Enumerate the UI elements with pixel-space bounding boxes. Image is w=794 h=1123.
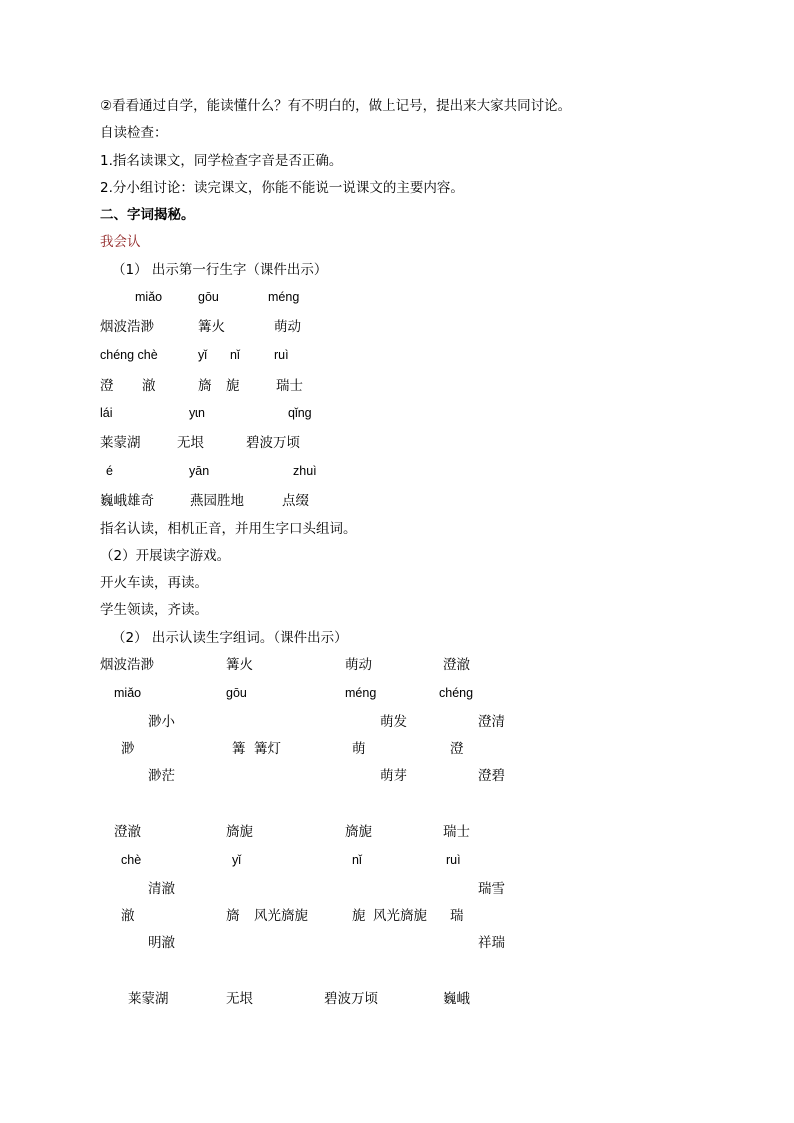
part1-heading: （1） 出示第一行生字（课件出示） — [112, 262, 328, 278]
word: 篝火 — [198, 319, 225, 335]
pinyin: ruì — [274, 348, 289, 362]
word: 澄 — [100, 378, 114, 394]
word: 烟波浩渺 — [100, 657, 154, 673]
pinyin: yɩn — [189, 406, 205, 420]
group-word: 萌发 — [380, 714, 407, 730]
pinyin: nǐ — [352, 853, 362, 867]
group-word: 澄碧 — [478, 768, 505, 784]
group-char: 旖 — [226, 908, 240, 924]
pinyin: yǐ — [198, 348, 208, 362]
group-word: 风光旖旎 — [373, 908, 427, 924]
intro-line-1: ②看看通过自学，能读懂什么？有不明白的，做上记号，提出来大家共同讨论。 — [100, 98, 572, 114]
section-subtitle: 我会认 — [100, 234, 141, 250]
intro-line-3: 1.指名读课文，同学检查字音是否正确。 — [100, 153, 343, 169]
word: 莱蒙湖 — [100, 435, 141, 451]
pinyin: méng — [268, 290, 300, 304]
group-char: 澈 — [121, 908, 135, 924]
word: 烟波浩渺 — [100, 319, 154, 335]
word: 旖旎 — [226, 824, 253, 840]
pinyin: lái — [100, 406, 113, 420]
pinyin: chéng — [439, 686, 474, 700]
word: 点缀 — [282, 493, 309, 509]
part3-heading: （2） 出示认读生字组词。（课件出示） — [112, 630, 348, 646]
word: 碧波万顷 — [324, 991, 378, 1007]
intro-line-4: 2.分小组讨论：读完课文，你能不能说一说课文的主要内容。 — [100, 180, 464, 196]
pinyin: ruì — [446, 853, 461, 867]
group-word: 渺小 — [148, 714, 175, 730]
pinyin: gōu — [198, 290, 219, 304]
group-word: 澄清 — [478, 714, 505, 730]
word: 瑞士 — [443, 824, 470, 840]
pinyin: miǎo — [135, 290, 163, 304]
part2-heading: （2）开展读字游戏。 — [100, 548, 231, 564]
pinyin: chéng chè — [100, 348, 158, 362]
word: 瑞士 — [276, 378, 303, 394]
part1-after: 指名认读，相机正音，并用生字口头组词。 — [100, 521, 357, 537]
intro-line-2: 自读检查： — [100, 125, 168, 141]
pinyin: zhuì — [293, 464, 317, 478]
word: 燕园胜地 — [190, 493, 244, 509]
word: 澄澈 — [443, 657, 470, 673]
word: 莱蒙湖 — [128, 991, 169, 1007]
group-word: 明澈 — [148, 935, 175, 951]
word: 巍峨雄奇 — [100, 493, 154, 509]
group-char: 旎 — [352, 908, 366, 924]
group-word: 瑞雪 — [478, 881, 505, 897]
part2-line-2: 学生领读，齐读。 — [100, 602, 208, 618]
pinyin: nǐ — [230, 348, 240, 362]
word: 篝火 — [226, 657, 253, 673]
group-char: 萌 — [352, 741, 366, 757]
group-word: 篝灯 — [254, 741, 281, 757]
pinyin: miǎo — [114, 686, 142, 700]
group-char: 澄 — [450, 741, 464, 757]
word: 澄澈 — [114, 824, 141, 840]
word: 旎 — [226, 378, 240, 394]
word: 巍峨 — [443, 991, 470, 1007]
group-char: 篝 — [232, 741, 246, 757]
group-word: 清澈 — [148, 881, 175, 897]
pinyin: é — [106, 464, 113, 478]
pinyin: yǐ — [232, 853, 242, 867]
word: 无垠 — [226, 991, 253, 1007]
word: 萌动 — [274, 319, 301, 335]
pinyin: qǐng — [288, 406, 312, 420]
group-word: 祥瑞 — [478, 935, 505, 951]
word: 旖 — [198, 378, 212, 394]
word: 旖旎 — [345, 824, 372, 840]
word: 碧波万顷 — [246, 435, 300, 451]
group-char: 瑞 — [450, 908, 464, 924]
pinyin: yān — [189, 464, 210, 478]
pinyin: chè — [121, 853, 142, 867]
word: 无垠 — [177, 435, 204, 451]
group-char: 渺 — [121, 741, 135, 757]
section-title: 二、字词揭秘。 — [100, 207, 195, 223]
word: 萌动 — [345, 657, 372, 673]
part2-line-1: 开火车读，再读。 — [100, 575, 208, 591]
word: 澈 — [142, 378, 156, 394]
group-word: 渺茫 — [148, 768, 175, 784]
pinyin: méng — [345, 686, 377, 700]
pinyin: gōu — [226, 686, 247, 700]
group-word: 风光旖旎 — [254, 908, 308, 924]
group-word: 萌芽 — [380, 768, 407, 784]
